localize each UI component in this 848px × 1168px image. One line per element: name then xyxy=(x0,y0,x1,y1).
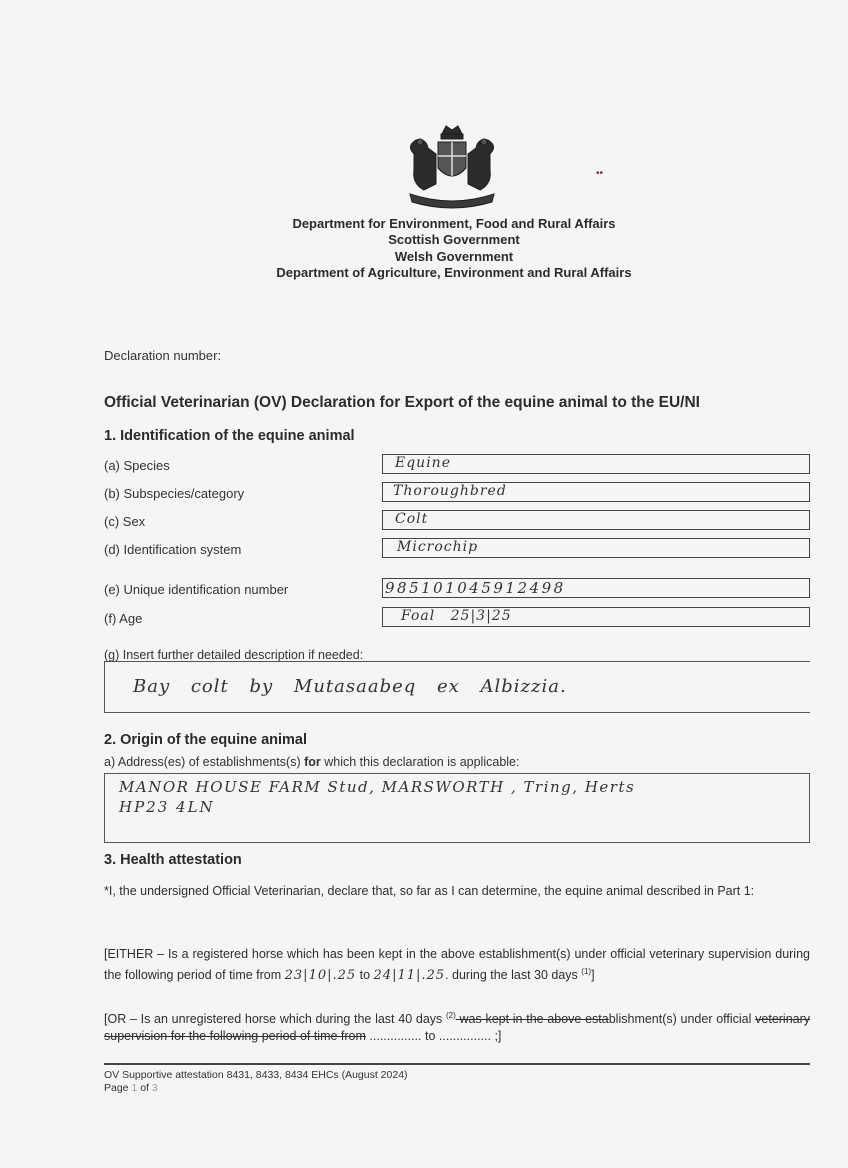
section-2-heading: 2. Origin of the equine animal xyxy=(104,732,308,748)
description-label: (g) Insert further detailed description if needed: xyxy=(104,648,364,662)
subspecies-value: Thoroughbred xyxy=(393,483,507,499)
footer-divider xyxy=(104,1063,810,1065)
department-welsh-gov: Welsh Government xyxy=(394,249,514,264)
subspecies-field[interactable] xyxy=(382,482,810,502)
address-line-2: HP23 4LN xyxy=(119,798,215,816)
species-value: Equine xyxy=(395,455,451,471)
declaration-number-label: Declaration number: xyxy=(104,348,222,363)
supervision-to-date: 24|11|.25 xyxy=(373,968,446,984)
either-clause: [EITHER – Is a registered horse which has been kept in the above establishment(s) under official veterinary supervision during the following period of time from 23|10|.25 to 24|11|.25. during the last 30 days $^{(1)}$] xyxy=(104,947,810,984)
description-value: Bay colt by Mutasaabeq ex Albizzia. xyxy=(133,676,567,697)
section-1-heading: 1. Identification of the equine animal xyxy=(104,428,355,444)
ink-speck: •• xyxy=(596,168,604,179)
address-field[interactable] xyxy=(104,773,810,843)
section-3-heading: 3. Health attestation xyxy=(104,852,242,868)
department-daera: Department of Agriculture, Environment and Rural Affairs xyxy=(276,265,632,280)
field-label-unique-id: (e) Unique identification number xyxy=(104,582,289,597)
footer-attestation-ref: OV Supportive attestation 8431, 8433, 8434 EHCs (August 2024) xyxy=(104,1069,408,1081)
sex-field[interactable] xyxy=(382,510,810,530)
royal-coat-of-arms-icon xyxy=(396,124,508,210)
field-label-age: (f) Age xyxy=(104,611,143,626)
unique-id-field[interactable] xyxy=(382,578,810,598)
age-value: Foal 25|3|25 xyxy=(401,608,512,624)
field-label-sex: (c) Sex xyxy=(104,514,146,529)
health-attestation-intro: *I, the undersigned Official Veterinarian, declare that, so far as I can determine, the equine animal described in Part 1: xyxy=(104,884,755,898)
species-field[interactable] xyxy=(382,454,810,474)
page-number: Page 1 of 3 xyxy=(104,1082,158,1094)
identification-system-value: Microchip xyxy=(397,539,479,555)
identification-system-field[interactable] xyxy=(382,538,810,558)
sex-value: Colt xyxy=(395,511,429,527)
or-clause: [OR – Is an unregistered horse which during the last 40 days $^{(2)}$ was kept in the above establishment(s) under official veterinary supervision for the following period of time from ............... to ............... ;] xyxy=(104,1011,811,1044)
field-label-species: (a) Species xyxy=(104,458,170,473)
unique-id-value: 985101045912498 xyxy=(385,579,566,597)
address-label: a) Address(es) of establishments(s) for which this declaration is applicable: xyxy=(104,755,520,769)
field-label-identification-system: (d) Identification system xyxy=(104,542,242,557)
supervision-from-date: 23|10|.25 xyxy=(284,968,357,984)
department-defra: Department for Environment, Food and Rural Affairs xyxy=(292,216,616,231)
department-scottish-gov: Scottish Government xyxy=(388,232,520,247)
address-line-1: MANOR HOUSE FARM Stud, MARSWORTH , Tring, Herts xyxy=(119,778,636,796)
field-label-subspecies: (b) Subspecies/category xyxy=(104,486,245,501)
age-field[interactable] xyxy=(382,607,810,627)
description-field[interactable] xyxy=(104,661,810,713)
document-title: Official Veterinarian (OV) Declaration for Export of the equine animal to the EU/NI xyxy=(104,394,700,411)
